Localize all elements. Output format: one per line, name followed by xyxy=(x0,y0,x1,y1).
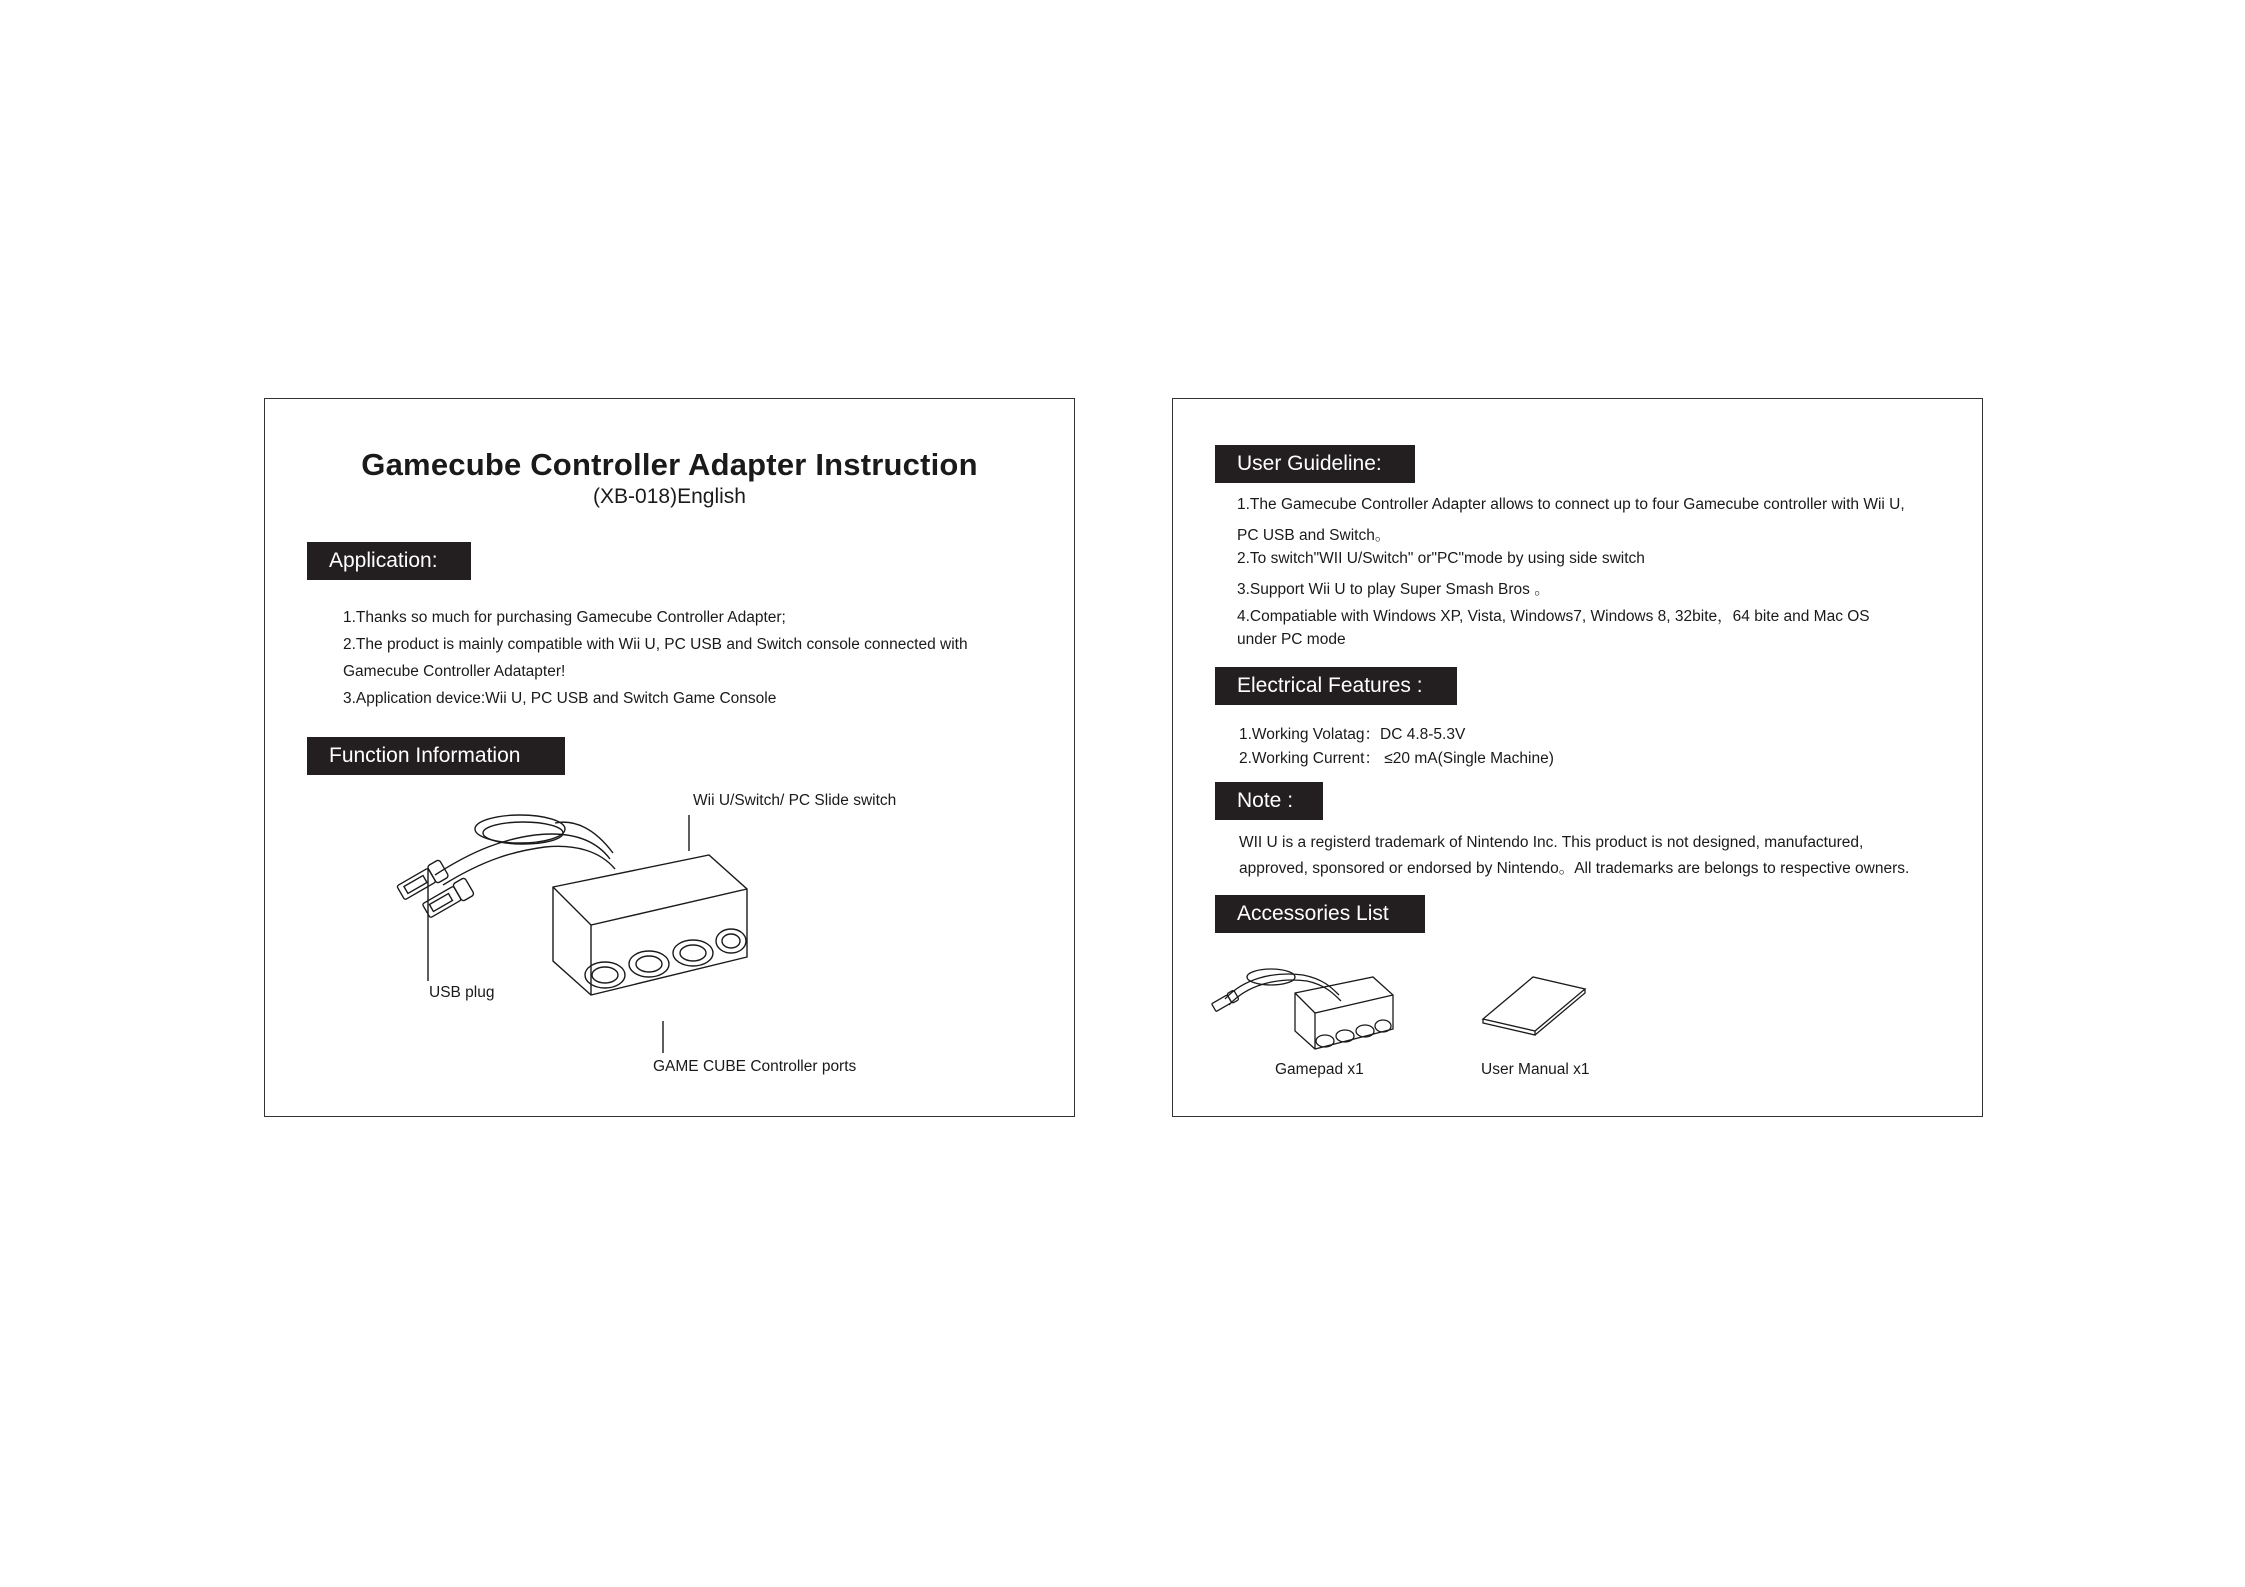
guideline-line-5: 4.Compatiable with Windows XP, Vista, Windows7, Windows 8, 32bite，64 bite and Mac OS xyxy=(1237,608,1870,625)
adapter-illustration xyxy=(395,799,725,1039)
electrical-heading: Electrical Features : xyxy=(1215,667,1457,705)
usb-plug-label: USB plug xyxy=(429,984,495,1001)
guideline-line-3: 2.To switch"WII U/Switch" or"PC"mode by using side switch xyxy=(1237,550,1645,567)
application-heading: Application: xyxy=(307,542,471,580)
electrical-line-1: 1.Working Volatag：DC 4.8-5.3V xyxy=(1239,726,1466,743)
accessories-heading: Accessories List xyxy=(1215,895,1425,933)
application-line-4: 3.Application device:Wii U, PC USB and Switch Game Console xyxy=(343,690,777,707)
left-instruction-panel xyxy=(264,398,1075,1117)
note-line-2: approved, sponsored or endorsed by Nintendo。All trademarks are belongs to respective owners. xyxy=(1239,860,1910,877)
application-line-3: Gamecube Controller Adatapter! xyxy=(343,663,566,680)
document-title: Gamecube Controller Adapter Instruction xyxy=(361,447,978,482)
note-heading: Note : xyxy=(1215,782,1323,820)
gamepad-accessory-label: Gamepad x1 xyxy=(1275,1061,1364,1078)
application-line-1: 1.Thanks so much for purchasing Gamecube Controller Adapter; xyxy=(343,609,786,626)
user-guideline-heading: User Guideline: xyxy=(1215,445,1415,483)
document-subtitle: (XB-018)English xyxy=(593,485,746,508)
application-line-2: 2.The product is mainly compatible with Wii U, PC USB and Switch console connected with xyxy=(343,636,968,653)
user-manual-accessory-icon xyxy=(1473,969,1593,1049)
user-manual-accessory-label: User Manual x1 xyxy=(1481,1061,1590,1078)
guideline-line-4: 3.Support Wii U to play Super Smash Bros 。 xyxy=(1237,581,1550,598)
guideline-line-1: 1.The Gamecube Controller Adapter allows to connect up to four Gamecube controller with Wii U, xyxy=(1237,496,1905,513)
slide-switch-label: Wii U/Switch/ PC Slide switch xyxy=(693,792,897,809)
note-line-1: WII U is a registerd trademark of Nintendo Inc. This product is not designed, manufactured, xyxy=(1239,834,1864,851)
function-heading: Function Information xyxy=(307,737,565,775)
right-instruction-panel xyxy=(1172,398,1983,1117)
electrical-line-2: 2.Working Current： ≤20 mA(Single Machine) xyxy=(1239,750,1554,767)
gamepad-accessory-icon xyxy=(1213,959,1433,1069)
guideline-line-6: under PC mode xyxy=(1237,631,1346,648)
guideline-line-2: PC USB and Switch。 xyxy=(1237,527,1391,544)
controller-ports-label: GAME CUBE Controller ports xyxy=(653,1058,857,1075)
